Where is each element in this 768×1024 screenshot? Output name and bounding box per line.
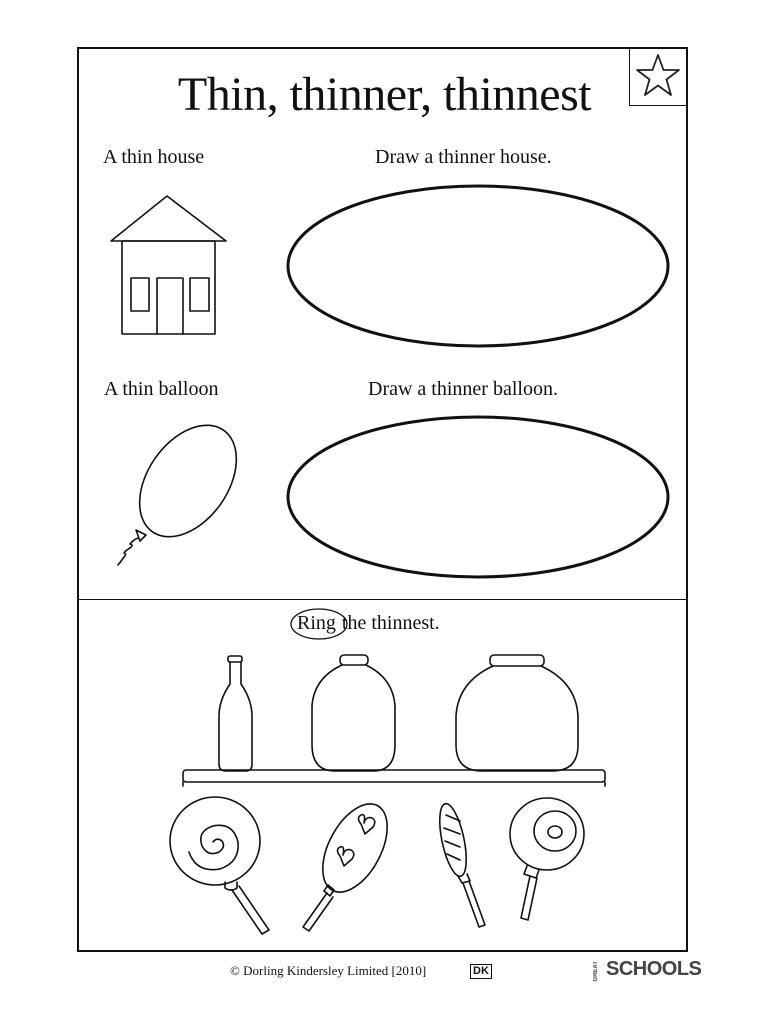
- thin-balloon-label: A thin balloon: [104, 378, 219, 400]
- draw-house-area: [288, 186, 668, 346]
- heart-lollipop-drawing: [303, 793, 400, 931]
- copyright-text: © Dorling Kindersley Limited [2010]: [230, 963, 427, 978]
- fat-jar-drawing: [456, 655, 578, 771]
- thin-lollipop-drawing: [435, 802, 485, 927]
- draw-thinner-house-label: Draw a thinner house.: [375, 146, 552, 168]
- ring-instruction-rest: the thinnest.: [341, 612, 440, 634]
- medium-jar-drawing: [312, 655, 395, 771]
- draw-thinner-balloon-label: Draw a thinner balloon.: [368, 378, 558, 400]
- target-lollipop-drawing: [510, 798, 584, 920]
- ring-word: Ring: [293, 612, 340, 635]
- draw-balloon-area: [288, 417, 668, 577]
- balloon-drawing: [118, 407, 256, 565]
- greatschools-logo-small: GREAT: [593, 961, 599, 982]
- thin-house-label: A thin house: [103, 146, 205, 168]
- thin-bottle-drawing: [219, 656, 252, 771]
- greatschools-logo-big: SCHOOLS: [606, 958, 702, 980]
- house-drawing: [111, 196, 226, 334]
- dk-logo: DK: [470, 964, 492, 979]
- shelf-drawing: [183, 770, 605, 786]
- spiral-lollipop-drawing: [170, 797, 269, 934]
- worksheet-title: Thin, thinner, thinnest: [177, 68, 592, 121]
